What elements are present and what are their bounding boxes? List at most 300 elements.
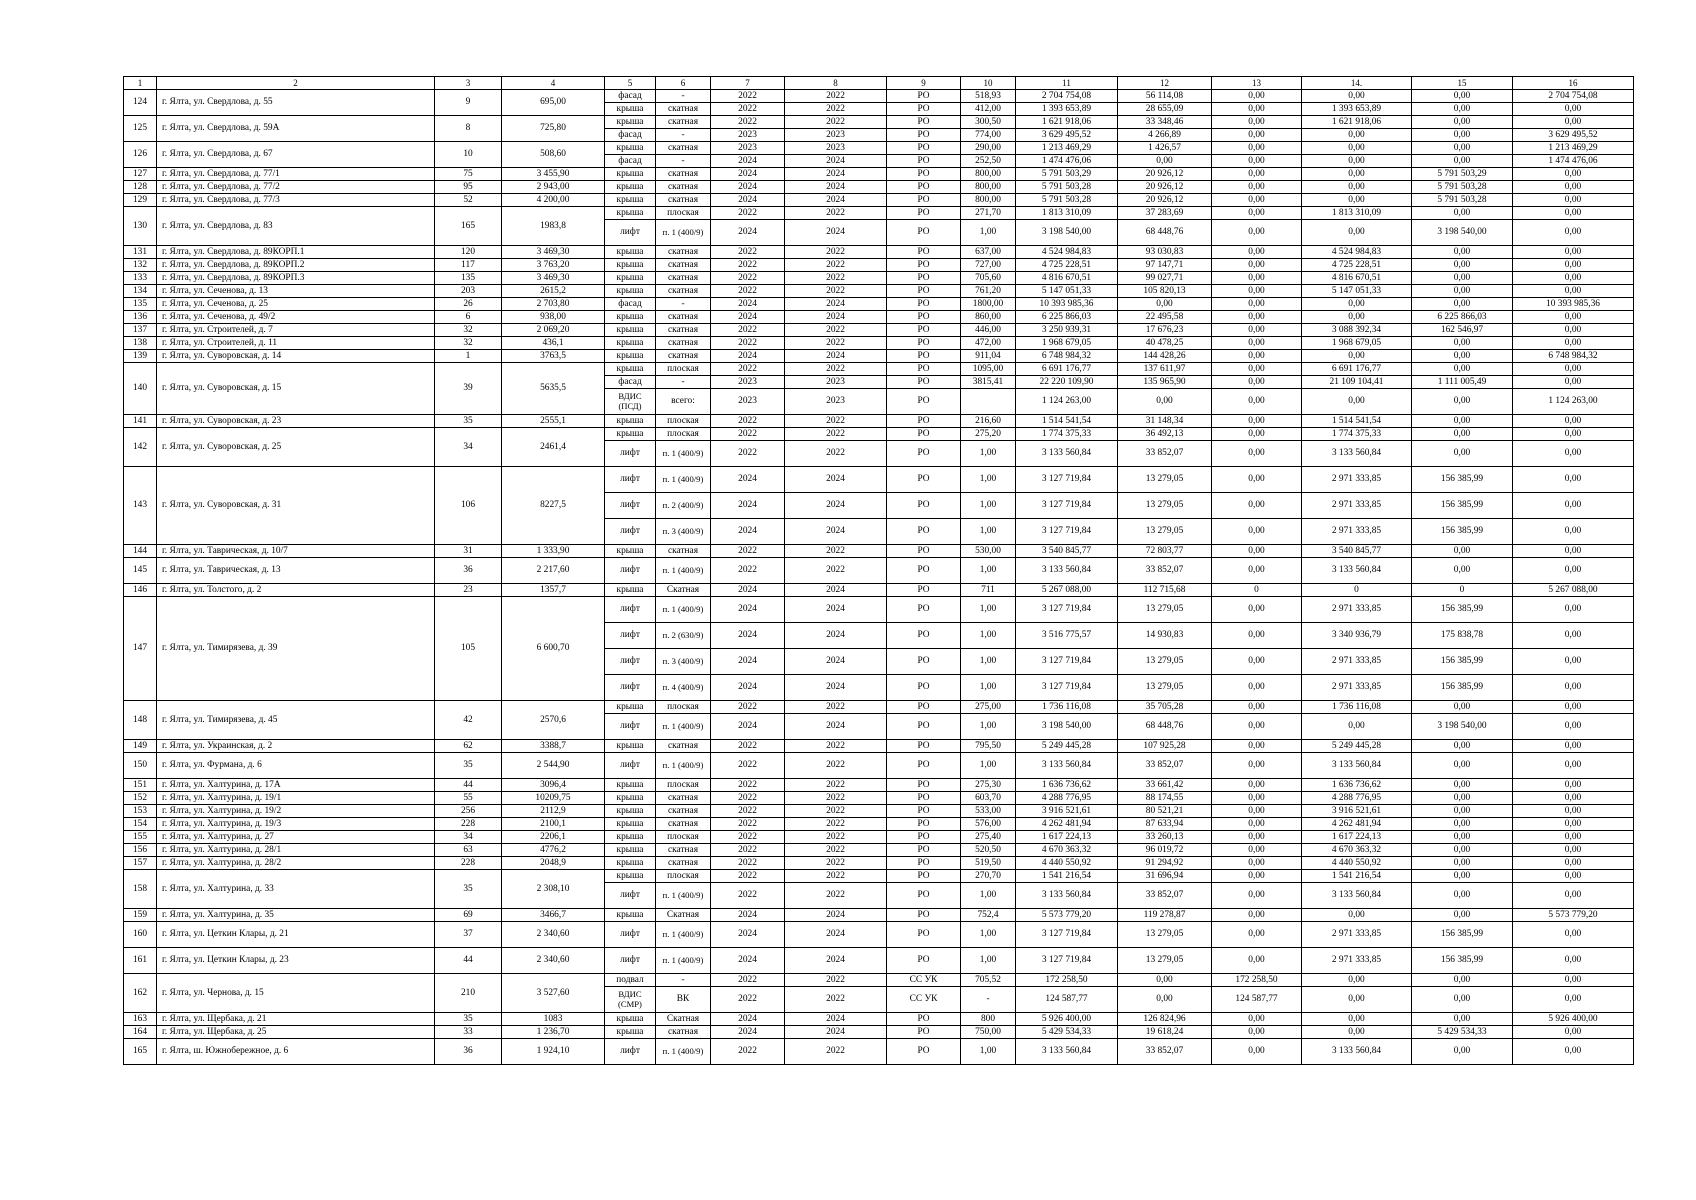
table-cell: 0,00 (1513, 1039, 1634, 1065)
table-cell: г. Ялта, ул. Тимирязева, д. 45 (157, 701, 435, 740)
table-cell: крыша (605, 311, 656, 324)
table-cell: 117 (435, 259, 502, 272)
table-cell: 3 340 936,79 (1302, 623, 1412, 649)
table-cell: 2 704 754,08 (1513, 90, 1634, 103)
table-cell: 2 340,60 (502, 948, 605, 974)
table-cell: г. Ялта, ул. Фурмана, д. 6 (157, 753, 435, 779)
table-cell: 0,00 (1513, 870, 1634, 883)
table-cell: 44 (435, 779, 502, 792)
table-cell: 2022 (785, 857, 887, 870)
table-cell: 0,00 (1513, 337, 1634, 350)
table-row (124, 740, 1634, 753)
table-cell: РО (887, 389, 961, 415)
table-cell: 1,00 (961, 948, 1016, 974)
table-cell: 163 (124, 1013, 157, 1026)
table-cell: 0 (1212, 584, 1302, 597)
table-cell: 153 (124, 805, 157, 818)
table-cell: 0,00 (1412, 350, 1513, 363)
table-cell: г. Ялта, ул. Свердлова, д. 67 (157, 142, 435, 168)
table-row (124, 259, 1634, 272)
table-cell: 13 279,05 (1118, 467, 1212, 493)
table-cell: 154 (124, 818, 157, 831)
table-cell: 508,60 (502, 142, 605, 168)
table-cell: п. 1 (400/9) (656, 441, 711, 467)
table-cell: 412,00 (961, 103, 1016, 116)
table-cell: 2022 (711, 844, 785, 857)
table-row (124, 116, 1634, 129)
table-cell: 160 (124, 922, 157, 948)
table-cell: 0,00 (1212, 558, 1302, 584)
table-cell: РО (887, 415, 961, 428)
table-cell: 275,30 (961, 779, 1016, 792)
table-cell: 3 133 560,84 (1016, 1039, 1118, 1065)
table-cell: 0,00 (1412, 870, 1513, 883)
table-cell: 795,50 (961, 740, 1016, 753)
table-cell: г. Ялта, ул. Суворовская, д. 23 (157, 415, 435, 428)
table-cell: 0,00 (1302, 1013, 1412, 1026)
table-cell: 275,00 (961, 701, 1016, 714)
table-cell: Скатная (656, 909, 711, 922)
table-cell: РО (887, 1039, 961, 1065)
table-cell: 0,00 (1412, 259, 1513, 272)
table-cell: 2024 (785, 181, 887, 194)
table-cell: 1,00 (961, 922, 1016, 948)
table-cell: 68 448,76 (1118, 220, 1212, 246)
table-cell: 0,00 (1513, 259, 1634, 272)
table-cell: 4 262 481,94 (1302, 818, 1412, 831)
table-cell: крыша (605, 857, 656, 870)
table-cell: 2 703,80 (502, 298, 605, 311)
table-cell: 4 524 984,83 (1016, 246, 1118, 259)
table-cell: 0,00 (1302, 974, 1412, 987)
table-cell: 75 (435, 168, 502, 181)
table-cell: РО (887, 675, 961, 701)
table-cell: 10 393 985,36 (1016, 298, 1118, 311)
table-cell: 2022 (711, 818, 785, 831)
table-cell: 2024 (785, 597, 887, 623)
table-cell: 1,00 (961, 441, 1016, 467)
table-cell: 105 (435, 597, 502, 701)
table-cell: 2022 (711, 779, 785, 792)
table-cell: 0,00 (1513, 922, 1634, 948)
table-cell: 800,00 (961, 194, 1016, 207)
table-cell: 2024 (711, 220, 785, 246)
table-cell: 3 133 560,84 (1302, 558, 1412, 584)
table-cell: 143 (124, 467, 157, 545)
table-cell: 22 495,58 (1118, 311, 1212, 324)
table-cell: 4776,2 (502, 844, 605, 857)
table-cell: 2024 (711, 675, 785, 701)
table-cell: 3 127 719,84 (1016, 948, 1118, 974)
table-row (124, 948, 1634, 974)
table-cell: 1 213 469,29 (1513, 142, 1634, 155)
table-cell: 2024 (711, 597, 785, 623)
table-cell: 3 250 939,31 (1016, 324, 1118, 337)
table-cell: 1,00 (961, 753, 1016, 779)
table-cell: крыша (605, 272, 656, 285)
table-cell: 0,00 (1212, 116, 1302, 129)
table-cell: 446,00 (961, 324, 1016, 337)
table-cell: г. Ялта, ул. Таврическая, д. 13 (157, 558, 435, 584)
table-cell: 1 393 653,89 (1016, 103, 1118, 116)
table-cell: 0,00 (1412, 155, 1513, 168)
table-cell: 135 (435, 272, 502, 285)
table-cell: 172 258,50 (1016, 974, 1118, 987)
table-row (124, 1026, 1634, 1039)
table-cell: 13 279,05 (1118, 948, 1212, 974)
table-cell: - (656, 90, 711, 103)
table-cell: 2024 (711, 467, 785, 493)
table-cell: 0,00 (1412, 558, 1513, 584)
table-cell: РО (887, 792, 961, 805)
table-cell: 3 133 560,84 (1302, 441, 1412, 467)
table-cell: 151 (124, 779, 157, 792)
table-cell: 0,00 (1412, 428, 1513, 441)
table-cell: 2024 (711, 1013, 785, 1026)
table-cell: крыша (605, 116, 656, 129)
table-cell: 0,00 (1513, 467, 1634, 493)
table-cell: 2022 (785, 740, 887, 753)
table-cell: 37 (435, 922, 502, 948)
table-cell: 2022 (785, 363, 887, 376)
table-cell: г. Ялта, ул. Халтурина, д. 19/1 (157, 792, 435, 805)
table-cell: 800 (961, 1013, 1016, 1026)
table-cell: РО (887, 285, 961, 298)
table-cell: 3 516 775,57 (1016, 623, 1118, 649)
table-cell: 28 655,09 (1118, 103, 1212, 116)
table-cell: 2022 (785, 90, 887, 103)
table-cell: 162 (124, 974, 157, 1013)
table-cell: 0,00 (1212, 220, 1302, 246)
table-cell: РО (887, 103, 961, 116)
table-cell: 2022 (785, 428, 887, 441)
table-cell: 3 763,20 (502, 259, 605, 272)
table-cell: 275,40 (961, 831, 1016, 844)
table-cell: 2024 (785, 1026, 887, 1039)
table-row (124, 753, 1634, 779)
table-cell: 33 348,46 (1118, 116, 1212, 129)
table-cell: 0,00 (1412, 1039, 1513, 1065)
table-cell: 2 971 333,85 (1302, 493, 1412, 519)
table-cell: 31 148,34 (1118, 415, 1212, 428)
table-cell: 0,00 (1513, 428, 1634, 441)
table-cell: 8 (435, 116, 502, 142)
table-cell: 216,60 (961, 415, 1016, 428)
table-cell: 105 820,13 (1118, 285, 1212, 298)
table-cell: 270,70 (961, 870, 1016, 883)
table-cell: 23 (435, 584, 502, 597)
table-cell: крыша (605, 792, 656, 805)
table-cell: 2022 (711, 285, 785, 298)
table-row (124, 337, 1634, 350)
table-cell: 0,00 (1513, 818, 1634, 831)
table-cell: РО (887, 883, 961, 909)
table-cell: г. Ялта, ул. Сеченова, д. 49/2 (157, 311, 435, 324)
table-cell: крыша (605, 337, 656, 350)
table-cell: 4 816 670,51 (1016, 272, 1118, 285)
table-cell: 2024 (785, 1013, 887, 1026)
table-cell: 2206,1 (502, 831, 605, 844)
table-cell: 1 541 216,54 (1302, 870, 1412, 883)
table-cell: 147 (124, 597, 157, 701)
table-cell: г. Ялта, ул. Щербака, д. 21 (157, 1013, 435, 1026)
table-cell: 800,00 (961, 168, 1016, 181)
table-cell: скатная (656, 337, 711, 350)
table-cell: 21 109 104,41 (1302, 376, 1412, 389)
table-cell: 2022 (711, 116, 785, 129)
table-cell: 8227,5 (502, 467, 605, 545)
table-cell: РО (887, 1013, 961, 1026)
table-cell: 5 791 503,29 (1016, 168, 1118, 181)
table-cell: фасад (605, 90, 656, 103)
table-cell: 156 385,99 (1412, 948, 1513, 974)
table-cell: РО (887, 220, 961, 246)
table-cell: 1 774 375,33 (1016, 428, 1118, 441)
table-cell: РО (887, 441, 961, 467)
table-cell: 0,00 (1513, 974, 1634, 987)
table-cell: плоская (656, 870, 711, 883)
table-cell: 0,00 (1302, 389, 1412, 415)
table-cell: РО (887, 805, 961, 818)
table-cell: 106 (435, 467, 502, 545)
table-cell: 132 (124, 259, 157, 272)
table-cell: 2022 (785, 337, 887, 350)
table-cell: 5 429 534,33 (1016, 1026, 1118, 1039)
table-cell: 156 385,99 (1412, 519, 1513, 545)
table-cell: фасад (605, 155, 656, 168)
table-cell: 2022 (785, 415, 887, 428)
table-cell: крыша (605, 415, 656, 428)
table-cell: крыша (605, 740, 656, 753)
table-cell: 938,00 (502, 311, 605, 324)
table-cell: крыша (605, 701, 656, 714)
table-cell: 13 279,05 (1118, 922, 1212, 948)
table-cell: 0,00 (1302, 155, 1412, 168)
table-cell: 3 198 540,00 (1412, 220, 1513, 246)
table-cell: 2022 (785, 987, 887, 1013)
table-cell: г. Ялта, ул. Сеченова, д. 25 (157, 298, 435, 311)
table-cell: 228 (435, 818, 502, 831)
table-cell: РО (887, 714, 961, 740)
table-cell: 0,00 (1212, 818, 1302, 831)
table-cell: крыша (605, 324, 656, 337)
table-cell: 0,00 (1212, 714, 1302, 740)
table-cell: 0,00 (1513, 207, 1634, 220)
table-cell: 472,00 (961, 337, 1016, 350)
table-cell: 120 (435, 246, 502, 259)
table-cell: 0,00 (1513, 987, 1634, 1013)
table-cell: 5 791 503,28 (1016, 194, 1118, 207)
table-cell: ВДИС (СМР) (605, 987, 656, 1013)
table-cell: 0,00 (1212, 870, 1302, 883)
table-cell: 2024 (785, 948, 887, 974)
table-cell: 1 514 541,54 (1016, 415, 1118, 428)
table-cell: 138 (124, 337, 157, 350)
table-cell: 146 (124, 584, 157, 597)
column-header: 8 (785, 77, 887, 90)
table-cell: 44 (435, 948, 502, 974)
table-cell: 436,1 (502, 337, 605, 350)
table-cell: 2 971 333,85 (1302, 675, 1412, 701)
table-cell: 2024 (711, 493, 785, 519)
table-cell: 165 (124, 1039, 157, 1065)
table-cell: 0,00 (1118, 987, 1212, 1013)
table-cell: плоская (656, 207, 711, 220)
table-cell: скатная (656, 844, 711, 857)
table-cell: 3 133 560,84 (1302, 1039, 1412, 1065)
table-cell: РО (887, 831, 961, 844)
table-cell: 2024 (785, 519, 887, 545)
table-cell: скатная (656, 792, 711, 805)
table-row (124, 181, 1634, 194)
table-cell: Скатная (656, 1013, 711, 1026)
table-cell: 10 393 985,36 (1513, 298, 1634, 311)
table-cell: 2 704 754,08 (1016, 90, 1118, 103)
table-cell: 161 (124, 948, 157, 974)
table-cell: 2022 (711, 792, 785, 805)
table-cell: 2024 (785, 623, 887, 649)
table-cell: 0,00 (1212, 376, 1302, 389)
table-cell: 0,00 (1212, 805, 1302, 818)
table-row (124, 428, 1634, 441)
table-cell: 37 283,69 (1118, 207, 1212, 220)
column-header: 3 (435, 77, 502, 90)
table-cell: РО (887, 623, 961, 649)
table-cell: РО (887, 90, 961, 103)
table-cell: плоская (656, 701, 711, 714)
table-cell: 6 748 984,32 (1513, 350, 1634, 363)
table-cell: 2570,6 (502, 701, 605, 740)
table-row (124, 909, 1634, 922)
table-cell: 31 (435, 545, 502, 558)
table-cell: 2022 (711, 987, 785, 1013)
table-row (124, 584, 1634, 597)
table-cell: 3 088 392,34 (1302, 324, 1412, 337)
table-cell: 4 440 550,92 (1302, 857, 1412, 870)
table-cell: 5 573 779,20 (1016, 909, 1118, 922)
table-row (124, 168, 1634, 181)
table-cell: 2024 (785, 909, 887, 922)
table-cell: РО (887, 272, 961, 285)
table-cell: 2024 (711, 181, 785, 194)
table-cell: 800,00 (961, 181, 1016, 194)
table-cell: 0,00 (1513, 831, 1634, 844)
table-cell: 2022 (785, 1039, 887, 1065)
table-cell: г. Ялта, ул. Свердлова, д. 77/1 (157, 168, 435, 181)
table-cell: 4 725 228,51 (1302, 259, 1412, 272)
table-cell: 126 (124, 142, 157, 168)
table-cell: 0,00 (1513, 272, 1634, 285)
table-cell: 2555,1 (502, 415, 605, 428)
table-cell: 2024 (785, 675, 887, 701)
table-cell: 2461,4 (502, 428, 605, 467)
table-cell: лифт (605, 441, 656, 467)
table-row (124, 779, 1634, 792)
table-cell: скатная (656, 311, 711, 324)
table-cell: 0,00 (1212, 350, 1302, 363)
table-cell: 13 279,05 (1118, 649, 1212, 675)
table-cell: 0,00 (1412, 246, 1513, 259)
table-cell: 97 147,71 (1118, 259, 1212, 272)
table-cell: 6 691 176,77 (1016, 363, 1118, 376)
table-cell: 0,00 (1412, 207, 1513, 220)
table-cell: 3 198 540,00 (1412, 714, 1513, 740)
table-cell: РО (887, 194, 961, 207)
table-cell: 0,00 (1212, 909, 1302, 922)
table-cell: 0,00 (1118, 974, 1212, 987)
table-cell: 752,4 (961, 909, 1016, 922)
table-cell: п. 1 (400/9) (656, 467, 711, 493)
column-header: 1 (124, 77, 157, 90)
table-cell: 5 249 445,28 (1302, 740, 1412, 753)
table-cell: 0,00 (1302, 168, 1412, 181)
table-cell: 0,00 (1212, 194, 1302, 207)
table-cell: 0,00 (1412, 909, 1513, 922)
table-row (124, 324, 1634, 337)
table-cell: 33 852,07 (1118, 753, 1212, 779)
column-header: 16 (1513, 77, 1634, 90)
table-cell: 4 266,89 (1118, 129, 1212, 142)
table-cell: г. Ялта, ул. Халтурина, д. 28/1 (157, 844, 435, 857)
table-row (124, 844, 1634, 857)
table-cell: 128 (124, 181, 157, 194)
table-cell: 2023 (711, 142, 785, 155)
table-cell: фасад (605, 298, 656, 311)
table-cell: 256 (435, 805, 502, 818)
table-cell: 2022 (785, 545, 887, 558)
table-cell: 1,00 (961, 467, 1016, 493)
table-cell: - (656, 974, 711, 987)
table-cell: 62 (435, 740, 502, 753)
table-cell: 3 133 560,84 (1016, 558, 1118, 584)
table-cell: 2022 (785, 116, 887, 129)
table-cell: 0,00 (1513, 597, 1634, 623)
table-cell: 95 (435, 181, 502, 194)
table-cell: 175 838,78 (1412, 623, 1513, 649)
table-cell: 0,00 (1212, 272, 1302, 285)
table-cell: 13 279,05 (1118, 675, 1212, 701)
table-cell: 0,00 (1302, 1026, 1412, 1039)
table-cell: 2024 (711, 909, 785, 922)
table-cell: 33 (435, 1026, 502, 1039)
table-cell: крыша (605, 363, 656, 376)
table-cell: 2023 (785, 129, 887, 142)
table-cell: крыша (605, 870, 656, 883)
table-cell: РО (887, 558, 961, 584)
table-cell: 55 (435, 792, 502, 805)
table-cell: скатная (656, 116, 711, 129)
table-cell: 158 (124, 870, 157, 909)
table-cell: 5635,5 (502, 363, 605, 415)
table-cell: п. 1 (400/9) (656, 220, 711, 246)
table-cell: РО (887, 168, 961, 181)
table-cell: скатная (656, 818, 711, 831)
table-row (124, 415, 1634, 428)
table-cell: РО (887, 857, 961, 870)
table-cell: г. Ялта, ул. Толстого, д. 2 (157, 584, 435, 597)
table-cell: 0,00 (1212, 857, 1302, 870)
table-cell: 0,00 (1513, 181, 1634, 194)
table-row (124, 545, 1634, 558)
table-cell: лифт (605, 675, 656, 701)
table-cell: 164 (124, 1026, 157, 1039)
table-cell: 0,00 (1212, 441, 1302, 467)
table-cell: г. Ялта, ул. Свердлова, д. 89КОРП.1 (157, 246, 435, 259)
table-cell: скатная (656, 285, 711, 298)
table-cell: 0,00 (1513, 116, 1634, 129)
table-cell: 2022 (711, 90, 785, 103)
table-cell: крыша (605, 779, 656, 792)
